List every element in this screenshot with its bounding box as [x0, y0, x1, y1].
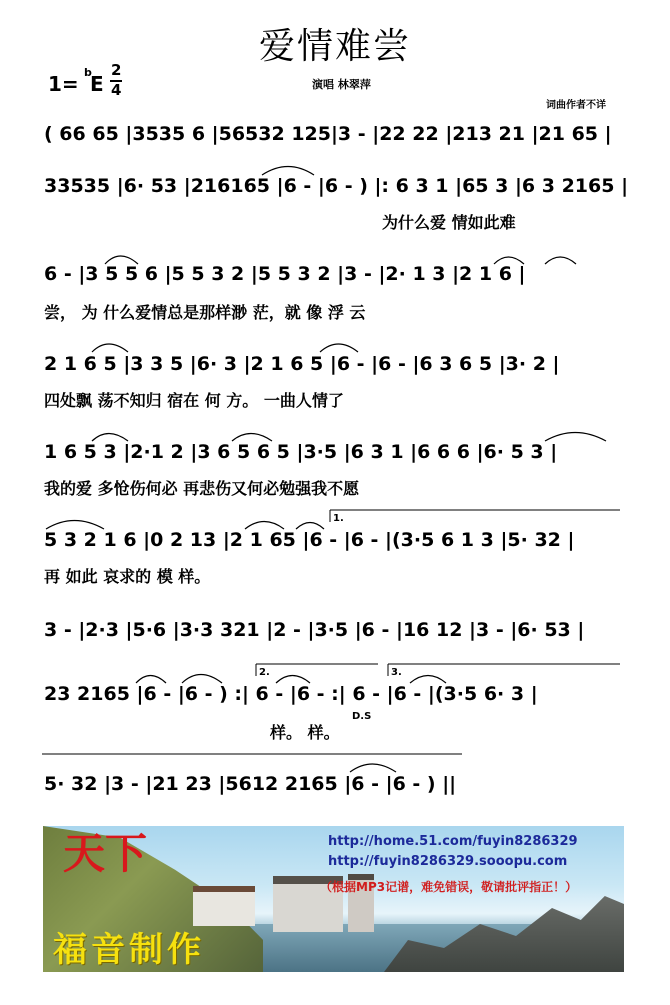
slur-arc: [92, 434, 128, 442]
slur-arc: [545, 433, 606, 442]
banner-disclaimer: （根据MP3记谱，难免错误，敬请批评指正！）: [320, 880, 578, 894]
tie-arc: [136, 676, 166, 684]
score-row-4: [44, 344, 560, 410]
score-line-notes: 6 - |3 5 5 6 |5 5 3 2 |5 5 3 2 |3 - |2· 1 3 |2 1 6 |: [44, 263, 526, 285]
banner-url-2[interactable]: http://fuyin8286329.sooopu.com: [328, 854, 568, 869]
score-line-notes: 2 1 6 5 |3 3 5 |6· 3 |2 1 6 5 |6 - |6 - |6 3 6 5 |3· 2 |: [44, 353, 560, 375]
time-signature-top: 2: [111, 61, 122, 79]
lyric-line: 样。 样。: [270, 723, 340, 742]
slur-arc: [545, 257, 576, 264]
banner-brand-top: 天下: [63, 829, 148, 878]
slur-arc: [92, 344, 128, 352]
banner-url-1[interactable]: http://home.51.com/fuyin8286329: [328, 834, 578, 849]
time-signature-bottom: 4: [111, 81, 122, 99]
slur-arc: [320, 344, 358, 352]
key-letter: E: [90, 72, 104, 96]
score-row-5: [44, 433, 606, 499]
volta-2-label: 2.: [259, 667, 270, 678]
publisher-banner: [43, 826, 624, 972]
lyric-line: 再 如此 哀求的 模 样。: [44, 567, 211, 586]
composer-credit: 词曲作者不详: [546, 100, 606, 111]
score-row-3: [44, 256, 576, 323]
tie-arc: [262, 167, 314, 176]
score-row-1: [44, 123, 612, 145]
score-line-notes: 5 3 2 1 6 |0 2 13 |2 1 65 |6 - |6 - |(3·5 6 1 3 |5· 32 |: [44, 529, 575, 551]
score-line-notes: ( 66 65 |3535 6 |56532 125|3 - |22 22 |213 21 |21 65 |: [44, 123, 612, 145]
song-title: 爱情难尝: [258, 26, 411, 67]
volta-1-label: 1.: [333, 513, 344, 524]
score-row-9: [42, 754, 462, 795]
lyric-line: 我的爱 多怆伤何必 再悲伤又何必勉强我不愿: [44, 479, 360, 498]
score-line-notes: 5· 32 |3 - |21 23 |5612 2165 |6 - |6 - ) ||: [44, 773, 457, 795]
banner-house: [193, 886, 255, 926]
lyric-line: 四处飘 荡不知归 宿在 何 方。 一曲人情了: [44, 391, 344, 410]
score-row-7: [44, 619, 584, 641]
key-flat: b: [84, 66, 92, 79]
score-line-notes: 23 2165 |6 - |6 - ) :| 6 - |6 - :| 6 - |6 - |(3·5 6· 3 |: [44, 683, 538, 705]
lyric-line: 为什么爱 情如此难: [382, 213, 516, 232]
lyric-line: 尝， 为 什么爱情总是那样渺 茫，就 像 浮 云: [44, 303, 366, 322]
ds-marker: D.S: [352, 711, 372, 722]
slur-arc: [245, 522, 284, 530]
slur-arc: [46, 521, 104, 530]
tie-arc: [350, 764, 396, 772]
singer-credit: 演唱 林翠萍: [312, 78, 371, 91]
volta-3-label: 3.: [391, 667, 402, 678]
banner-brand-bottom: 福音制作: [53, 930, 205, 970]
score-line-notes: 1 6 5 3 |2·1 2 |3 6 5 6 5 |3·5 |6 3 1 |6 6 6 |6· 5 3 |: [44, 441, 558, 463]
score-row-6: [44, 510, 620, 586]
score-row-2: [44, 167, 628, 233]
score-line-notes: 33535 |6· 53 |216165 |6 - |6 - ) |: 6 3 1 |65 3 |6 3 2165 |: [44, 175, 629, 197]
tie-arc: [182, 675, 222, 684]
tie-arc: [410, 676, 446, 684]
key-tonic: 1=: [48, 72, 79, 96]
score-line-notes: 3 - |2·3 |5·6 |3·3 321 |2 - |3·5 |6 - |16 12 |3 - |6· 53 |: [44, 619, 585, 641]
tie-arc: [276, 676, 310, 684]
slur-arc: [232, 434, 272, 442]
score-row-8: [44, 664, 620, 742]
